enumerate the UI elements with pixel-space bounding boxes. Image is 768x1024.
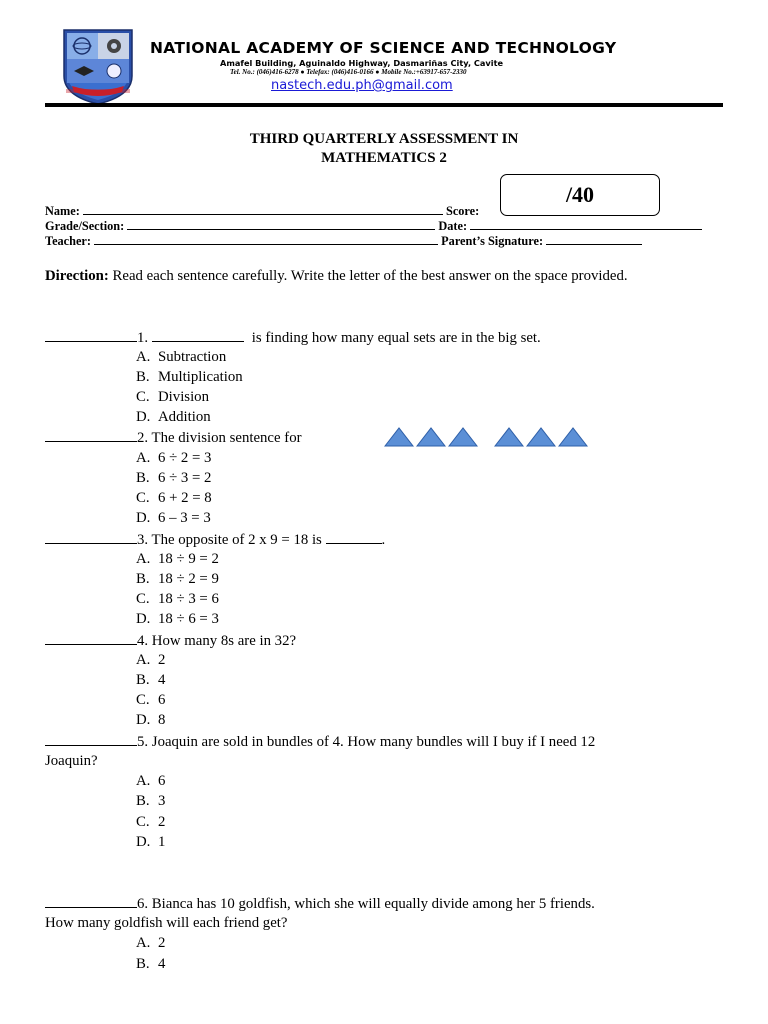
fill-in-blank	[326, 531, 382, 544]
exam-title-line2: MATHEMATICS 2	[321, 150, 447, 166]
question-2	[45, 429, 302, 447]
question-text: The opposite of 2 x 9 = 18 is	[148, 532, 326, 548]
question-text: Joaquin are sold in bundles of 4. How many bundles will I buy if I need 12	[148, 734, 596, 750]
question-number: 6.	[137, 896, 149, 912]
option-b: B. 6 ÷ 3 = 2	[136, 470, 212, 486]
triangle-shape	[417, 428, 445, 446]
option-b: B. 4	[136, 672, 166, 688]
name-label: Name:	[45, 204, 80, 218]
option-c: C. 2	[136, 814, 166, 830]
option-c: C. Division	[136, 389, 209, 405]
question-3: 3. The opposite of 2 x 9 = 18 is .	[45, 531, 385, 549]
answer-blank[interactable]	[45, 733, 137, 746]
date-label: Date:	[438, 219, 468, 233]
parent-signature-label: Parent’s Signature:	[441, 234, 544, 248]
grade-section-label: Grade/Section:	[45, 219, 125, 233]
question-number: 1.	[137, 330, 149, 346]
option-c: C. 6 + 2 = 8	[136, 490, 212, 506]
option-a: A. 6 ÷ 2 = 3	[136, 450, 212, 466]
question-number: 4.	[137, 633, 149, 649]
option-d: D. 1	[136, 834, 166, 850]
option-a: A. 18 ÷ 9 = 2	[136, 551, 219, 567]
option-b: B. 3	[136, 793, 166, 809]
question-number: 2.	[137, 430, 149, 446]
parent-signature-blank[interactable]	[546, 233, 642, 245]
answer-blank[interactable]	[45, 329, 137, 342]
answer-blank[interactable]	[45, 429, 137, 442]
school-name: NATIONAL ACADEMY OF SCIENCE AND TECHNOLOGY	[150, 39, 617, 57]
answer-blank[interactable]	[45, 895, 137, 908]
exam-title-line1: THIRD QUARTERLY ASSESSMENT IN	[249, 131, 519, 147]
option-d: D. 18 ÷ 6 = 3	[136, 611, 219, 627]
option-d: D. Addition	[136, 409, 211, 425]
teacher-field	[45, 233, 642, 249]
question-text: is finding how many equal sets are in the big set.	[248, 330, 541, 346]
date-blank[interactable]	[470, 218, 702, 230]
teacher-blank[interactable]	[94, 233, 438, 245]
fill-in-blank	[152, 329, 244, 342]
score-label: Score:	[445, 204, 480, 218]
question-5	[45, 733, 595, 751]
header-divider	[45, 103, 723, 107]
option-b: B. Multiplication	[136, 369, 243, 385]
question-4	[45, 632, 296, 650]
score-box: /40	[500, 174, 660, 216]
option-a: A. 2	[136, 652, 166, 668]
question-number: 5.	[137, 734, 149, 750]
grade-section-blank[interactable]	[127, 218, 435, 230]
option-a: A. 2	[136, 935, 166, 951]
option-d: D. 8	[136, 712, 166, 728]
name-field	[45, 203, 479, 219]
triangle-shape	[559, 428, 587, 446]
school-email-link[interactable]: nastech.edu.ph@gmail.com	[271, 78, 453, 93]
teacher-label: Teacher:	[45, 234, 91, 248]
question-text: The division sentence for	[148, 430, 302, 446]
triangle-shape	[527, 428, 555, 446]
question-1	[45, 329, 541, 347]
school-contact: Tel. No.: (046)416-6278 ● Telefax: (046)416-0166 ● Mobile No.:+63917-657-2330	[230, 68, 467, 76]
answer-blank[interactable]	[45, 632, 137, 645]
direction-label: Direction:	[45, 268, 109, 284]
option-b: B. 18 ÷ 2 = 9	[136, 571, 219, 587]
triangle-shape	[495, 428, 523, 446]
triangle-shape	[449, 428, 477, 446]
option-c: C. 18 ÷ 3 = 6	[136, 591, 219, 607]
grade-section-field	[45, 218, 702, 234]
question-text: How many 8s are in 32?	[148, 633, 297, 649]
question-number: 3.	[137, 532, 149, 548]
triangle-set-image	[384, 426, 589, 448]
option-b: B. 4	[136, 956, 166, 972]
school-seal-icon	[58, 26, 138, 106]
question-6	[45, 895, 595, 913]
school-address: Amafel Building, Aguinaldo Highway, Dasmariñas City, Cavite	[220, 58, 504, 68]
question-text: Bianca has 10 goldfish, which she will equally divide among her 5 friends.	[148, 896, 595, 912]
question-text-continued: Joaquin?	[45, 753, 98, 769]
school-header	[0, 0, 768, 110]
answer-blank[interactable]	[45, 531, 137, 544]
name-blank[interactable]	[83, 203, 443, 215]
option-c: C. 6	[136, 692, 166, 708]
directions	[45, 266, 725, 286]
triangle-shape	[385, 428, 413, 446]
question-text-continued: How many goldfish will each friend get?	[45, 915, 288, 931]
option-a: A. Subtraction	[136, 349, 227, 365]
direction-text: Read each sentence carefully. Write the letter of the best answer on the space provided.	[108, 268, 628, 284]
option-d: D. 6 – 3 = 3	[136, 510, 211, 526]
option-a: A. 6	[136, 773, 166, 789]
